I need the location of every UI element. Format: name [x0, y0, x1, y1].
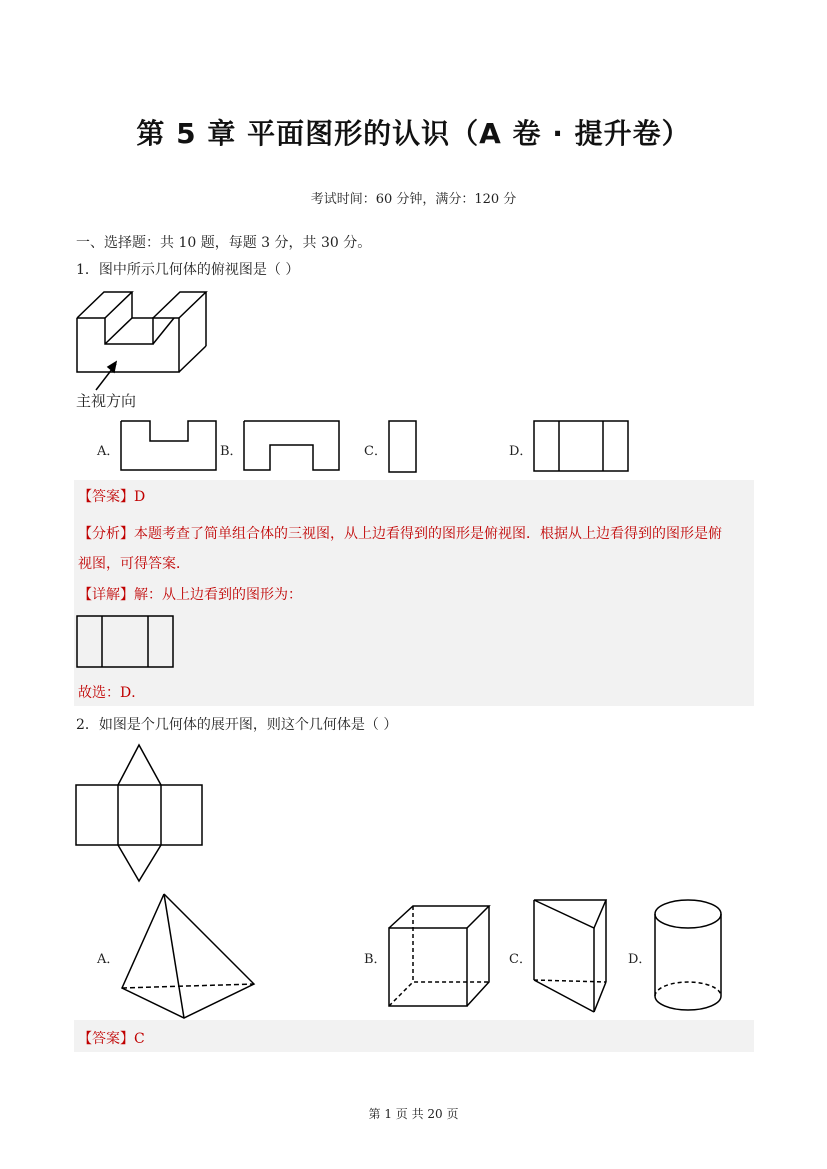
- q1-answer: [78, 486, 145, 506]
- q1-analysis-text-line2: 视图，可得答案．: [78, 556, 190, 572]
- q1-choose: 故选：D．: [78, 685, 146, 701]
- q2-answer: [78, 1028, 145, 1048]
- q1-analysis-tag: 【分析】: [78, 526, 134, 542]
- q2-option-b-label: B．: [364, 952, 387, 967]
- section-heading: 一、选择题：共 10 题，每题 3 分，共 30 分。: [76, 235, 372, 251]
- q2-option-c-triangular-prism[interactable]: [532, 898, 610, 1016]
- q1-answer-tag: 【答案】: [78, 489, 134, 505]
- question-2-net-figure: [75, 743, 205, 883]
- q1-option-c-label: C．: [364, 444, 387, 459]
- q1-analysis: [78, 519, 754, 579]
- q1-option-c-figure[interactable]: [388, 420, 418, 474]
- q2-option-c-label: C．: [509, 952, 532, 967]
- q1-option-a-label: A．: [97, 444, 120, 459]
- q1-option-b-label: B．: [220, 444, 243, 459]
- page-footer: 第 1 页 共 20 页: [368, 1107, 459, 1121]
- q1-detail-text: 解：从上边看到的图形为：: [134, 587, 302, 603]
- q2-answer-box: [74, 1020, 754, 1052]
- page-title: 第 5 章 平面图形的认识（A 卷 · 提升卷）: [136, 117, 691, 150]
- front-view-direction-label: 主视方向: [76, 392, 137, 410]
- q2-option-b-cube[interactable]: [387, 904, 493, 1008]
- question-1-stem: 1．图中所示几何体的俯视图是（ ）: [76, 262, 300, 278]
- q1-option-b-figure[interactable]: [243, 420, 341, 472]
- q1-detail-tag: 【详解】: [78, 587, 134, 603]
- q2-option-a-pyramid[interactable]: [120, 892, 256, 1020]
- q1-analysis-text-line1: 本题考查了简单组合体的三视图，从上边看得到的图形是俯视图．根据从上边看得到的图形是俯: [134, 526, 722, 542]
- question-2-stem: 2．如图是个几何体的展开图，则这个几何体是（ ）: [76, 717, 398, 733]
- q2-option-d-cylinder[interactable]: [653, 898, 725, 1016]
- exam-info: 考试时间：60 分钟，满分：120 分: [310, 192, 517, 207]
- q1-answer-value: D: [134, 489, 146, 505]
- q1-detail: [78, 584, 302, 604]
- q1-option-d-figure[interactable]: [533, 420, 631, 473]
- q2-option-d-label: D．: [628, 952, 652, 967]
- q2-option-a-label: A．: [97, 952, 120, 967]
- q2-answer-tag: 【答案】: [78, 1031, 134, 1047]
- q1-option-d-label: D．: [509, 444, 533, 459]
- direction-arrow: [94, 360, 124, 392]
- q1-option-a-figure[interactable]: [120, 420, 218, 472]
- q1-answer-top-view-figure: [76, 615, 176, 669]
- q2-answer-value: C: [134, 1031, 145, 1047]
